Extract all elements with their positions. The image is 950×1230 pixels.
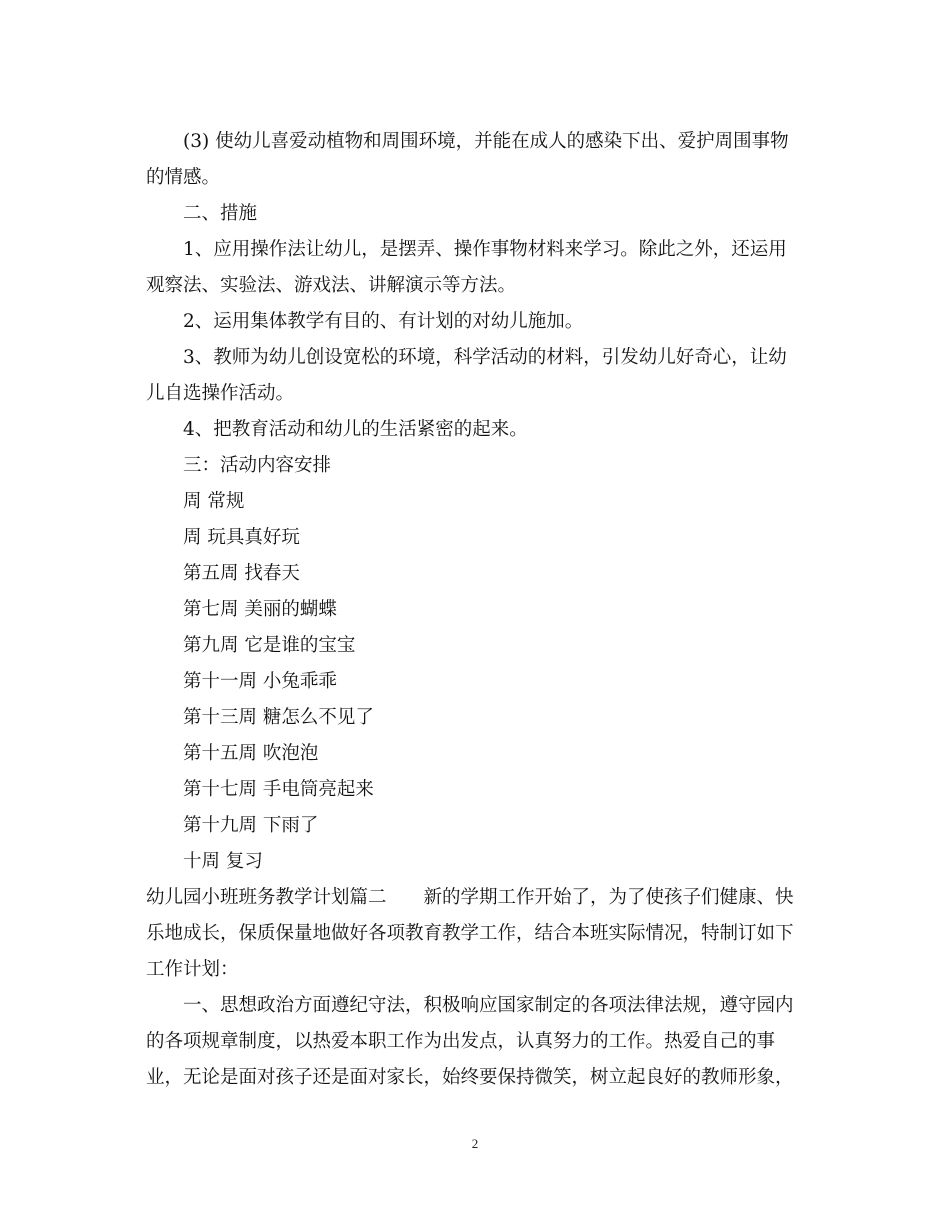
schedule-item: 周 常规 (183, 491, 245, 512)
text-line: 3、教师为幼儿创设宽松的环境，科学活动的材料，引发幼儿好奇心，让幼 (183, 347, 787, 368)
schedule-item: 第九周 它是谁的宝宝 (183, 635, 356, 656)
schedule-item: 十周 复习 (183, 851, 263, 872)
page-number: 2 (471, 1136, 479, 1151)
section-heading: 三：活动内容安排 (183, 455, 332, 476)
schedule-item: 第十一周 小兔乖乖 (183, 671, 337, 692)
text-line: 工作计划： (146, 959, 239, 980)
text-line: 的各项规章制度，以热爱本职工作为出发点，认真努力的工作。热爱自己的事 (146, 1031, 776, 1052)
text-line: 乐地成长，保质保量地做好各项教育教学工作，结合本班实际情况，特制订如下 (146, 923, 794, 944)
text-line: 幼儿园小班班务教学计划篇二 新的学期工作开始了，为了使孩子们健康、快 (146, 887, 794, 908)
text-line: 1、应用操作法让幼儿，是摆弄、操作事物材料来学习。除此之外，还运用 (183, 239, 787, 260)
schedule-item: 第五周 找春天 (183, 563, 300, 584)
text-line: 一、思想政治方面遵纪守法，积极响应国家制定的各项法律法规，遵守园内 (183, 995, 794, 1016)
text-line: 4、把教育活动和幼儿的生活紧密的起来。 (183, 419, 528, 440)
schedule-item: 周 玩具真好玩 (183, 527, 300, 548)
schedule-item: 第七周 美丽的蝴蝶 (183, 599, 337, 620)
schedule-item: 第十七周 手电筒亮起来 (183, 779, 374, 800)
text-line: 儿自选操作活动。 (146, 383, 295, 404)
text-line: 业，无论是面对孩子还是面对家长，始终要保持微笑，树立起良好的教师形象， (146, 1067, 794, 1088)
text-line: (3) 使幼儿喜爱动植物和周围环境，并能在成人的感染下出、爱护周围事物 (183, 131, 789, 152)
schedule-item: 第十九周 下雨了 (183, 815, 319, 836)
text-line: 观察法、实验法、游戏法、讲解演示等方法。 (146, 275, 517, 296)
schedule-item: 第十三周 糖怎么不见了 (183, 707, 374, 728)
section-heading: 二、措施 (183, 203, 258, 224)
text-line: 的情感。 (146, 167, 221, 188)
text-line: 2、运用集体教学有目的、有计划的对幼儿施加。 (183, 311, 584, 332)
schedule-item: 第十五周 吹泡泡 (183, 743, 319, 764)
document-body (146, 124, 806, 1096)
